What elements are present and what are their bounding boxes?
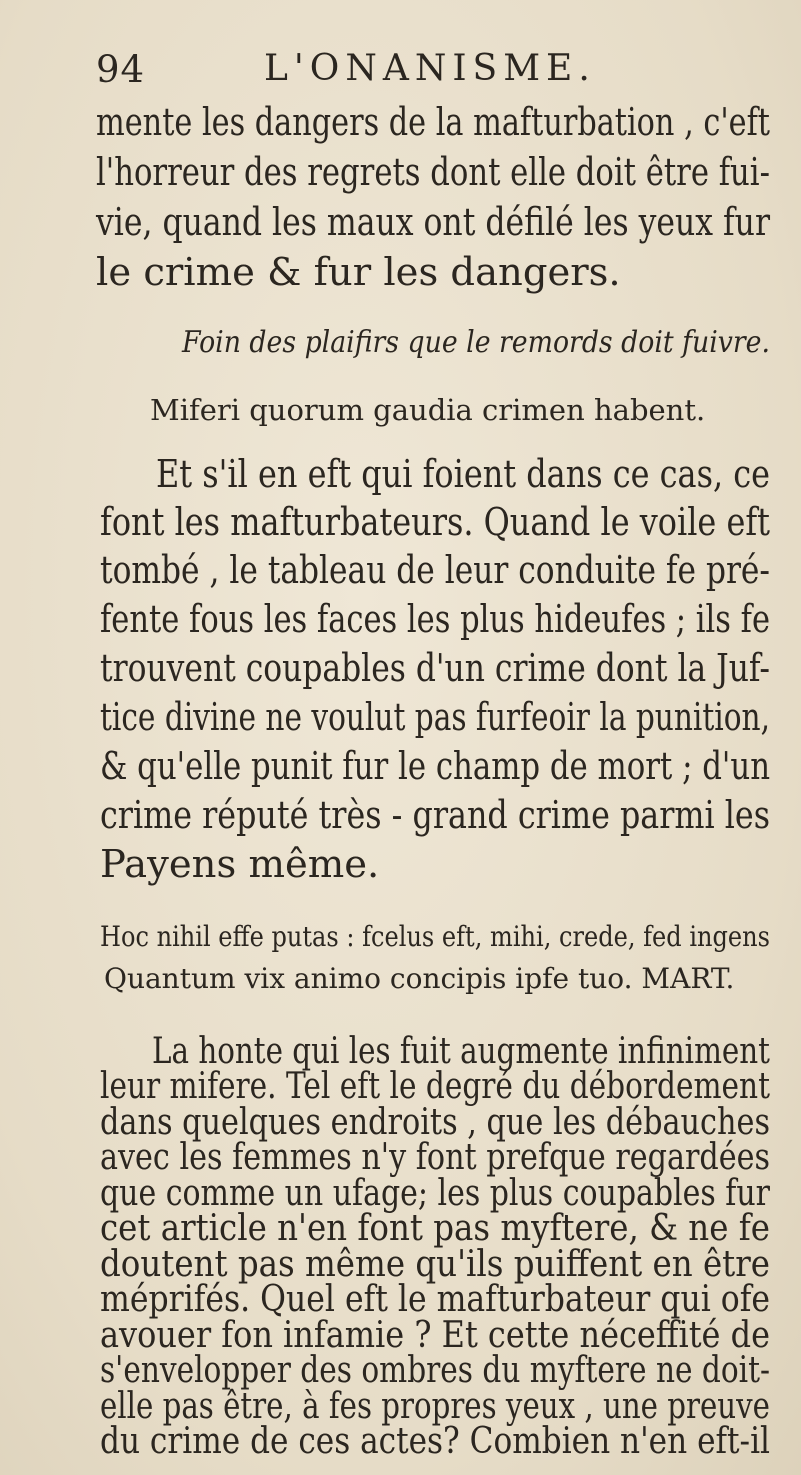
text-line: & qu'elle punit fur le champ de mort ; d'un [100,744,771,789]
text-line: que comme un ufage; les plus coupables fur [100,1173,770,1214]
text-line: font les mafturbateurs. Quand le voile eft [100,500,771,545]
text-line: Payens même. [100,842,380,887]
text-line: cet article n'en font pas myftere, & ne fe [100,1208,770,1249]
text-line: du crime de ces actes? Combien n'en eft-il [100,1421,771,1462]
latin-verse: Miferi quorum gaudia crimen habent. [150,393,706,427]
text-line: Et s'il en eft qui foient dans ce cas, ce [156,452,771,497]
text-line: La honte qui les fuit augmente infiniment [152,1031,770,1072]
text-line: avec les femmes n'y font prefque regardées [100,1137,770,1178]
latin-verse: Hoc nihil effe putas : fcelus eft, mihi, crede, fed ingens [100,920,770,953]
text-line: vie, quand les maux ont défilé les yeux fur [96,200,770,245]
text-line: l'horreur des regrets dont elle doit être fui- [96,150,770,195]
text-line: trouvent coupables d'un crime dont la Juf- [100,646,771,691]
text-line: méprifés. Quel eft le mafturbateur qui ofe [100,1279,771,1320]
text-line: fente fous les faces les plus hideufes ; ils fe [100,597,771,642]
text-line: doutent pas même qu'ils puiffent en être [100,1244,771,1285]
text-line: avouer fon infamie ? Et cette néceffité de [100,1315,770,1356]
text-line: le crime & fur les dangers. [96,250,621,295]
text-line: s'envelopper des ombres du myftere ne doit- [100,1350,771,1391]
page-header [96,48,736,98]
latin-verse: Quantum vix animo concipis ipfe tuo. MART. [104,962,735,995]
text-line: elle pas être, à fes propres yeux , une preuve [100,1386,771,1427]
text-line: leur mifere. Tel eft le degré du débordement [100,1066,770,1107]
text-line: mente les dangers de la mafturbation , c'eft [96,100,770,145]
french-verse: Foin des plaifirs que le remords doit fuivre. [182,325,770,360]
page-number: 94 [96,48,146,91]
text-line: dans quelques endroits , que les débauches [100,1102,771,1143]
text-line: tombé , le tableau de leur conduite fe pré- [100,548,770,593]
text-line: crime réputé très - grand crime parmi les [100,793,771,838]
text-line: tice divine ne voulut pas furfeoir la punition, [100,695,771,740]
running-title: L'ONANISME. [264,48,596,89]
